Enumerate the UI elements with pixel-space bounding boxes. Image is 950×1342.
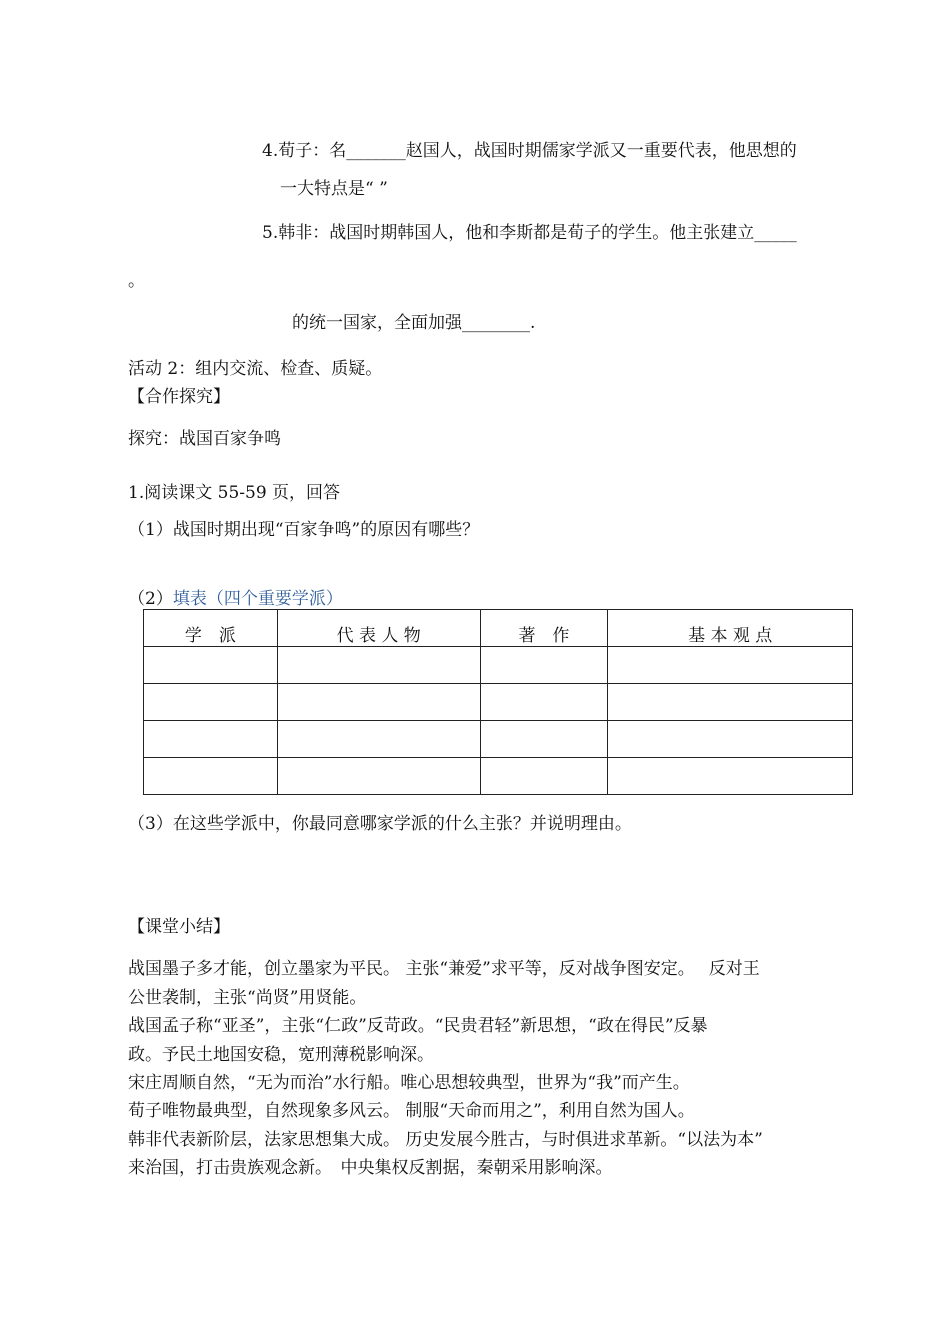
table-cell[interactable] xyxy=(480,758,608,795)
table-row xyxy=(144,758,853,795)
table-cell[interactable] xyxy=(144,647,278,684)
table-cell[interactable] xyxy=(480,647,608,684)
table-row xyxy=(144,647,853,684)
question-5-line-2: 的统一国家，全面加强________. xyxy=(292,313,536,333)
sub-question-2 xyxy=(128,588,343,610)
summary-line: 来治国，打击贵族观念新。 中央集权反割据，秦朝采用影响深。 xyxy=(128,1158,613,1178)
summary-line: 宋庄周顺自然，“无为而治”水行船。唯心思想较典型，世界为“我”而产生。 xyxy=(128,1073,690,1093)
table-cell[interactable] xyxy=(144,684,278,721)
summary-heading: 【课堂小结】 xyxy=(128,917,230,937)
table-header-views: 基 本 观 点 xyxy=(608,610,853,647)
activity-2: 活动 2：组内交流、检查、质疑。 xyxy=(128,359,383,379)
sub-question-3: （3）在这些学派中，你最同意哪家学派的什么主张？并说明理由。 xyxy=(128,814,632,834)
table-header-row xyxy=(144,610,853,647)
summary-line: 战国孟子称“亚圣”，主张“仁政”反苛政。“民贵君轻”新思想，“政在得民”反暴 xyxy=(128,1016,708,1036)
table-cell[interactable] xyxy=(277,758,480,795)
summary-line: 战国墨子多才能，创立墨家为平民。 主张“兼爱”求平等，反对战争图安定。 反对王 xyxy=(128,959,760,979)
sub-question-1: （1）战国时期出现“百家争鸣”的原因有哪些？ xyxy=(128,520,480,540)
sub-question-2-prefix: （2） xyxy=(128,589,173,609)
fill-table-label: 填表（四个重要学派） xyxy=(172,589,343,609)
summary-line: 韩非代表新阶层，法家思想集大成。 历史发展今胜古，与时俱进求革新。“以法为本” xyxy=(128,1130,763,1150)
explore-topic: 探究：战国百家争鸣 xyxy=(128,429,281,449)
table-cell[interactable] xyxy=(608,684,853,721)
cooperation-heading: 【合作探究】 xyxy=(128,387,230,407)
table-cell[interactable] xyxy=(608,758,853,795)
table-row xyxy=(144,684,853,721)
table-cell[interactable] xyxy=(480,684,608,721)
question-5-period: 。 xyxy=(128,271,145,291)
table-cell[interactable] xyxy=(608,721,853,758)
schools-table xyxy=(143,609,853,795)
question-4-line-2: 一大特点是“ ” xyxy=(280,179,388,199)
read-prompt: 1.阅读课文 55-59 页，回答 xyxy=(128,483,341,503)
table-header-figures: 代 表 人 物 xyxy=(277,610,480,647)
table-cell[interactable] xyxy=(277,647,480,684)
table-cell[interactable] xyxy=(277,684,480,721)
question-5-line-1: 5.韩非：战国时期韩国人，他和李斯都是荀子的学生。他主张建立_____ xyxy=(262,223,797,243)
table-cell[interactable] xyxy=(144,721,278,758)
table-header-school: 学 派 xyxy=(144,610,278,647)
question-4-line-1: 4.荀子：名_______赵国人，战国时期儒家学派又一重要代表，他思想的 xyxy=(262,141,797,161)
summary-line: 公世袭制，主张“尚贤”用贤能。 xyxy=(128,988,367,1008)
table-header-works: 著 作 xyxy=(480,610,608,647)
table-cell[interactable] xyxy=(277,721,480,758)
table-cell[interactable] xyxy=(608,647,853,684)
summary-line: 荀子唯物最典型，自然现象多风云。 制服“天命而用之”，利用自然为国人。 xyxy=(128,1101,695,1121)
summary-line: 政。予民土地国安稳，宽刑薄税影响深。 xyxy=(128,1045,434,1065)
table-cell[interactable] xyxy=(144,758,278,795)
table-cell[interactable] xyxy=(480,721,608,758)
table-row xyxy=(144,721,853,758)
